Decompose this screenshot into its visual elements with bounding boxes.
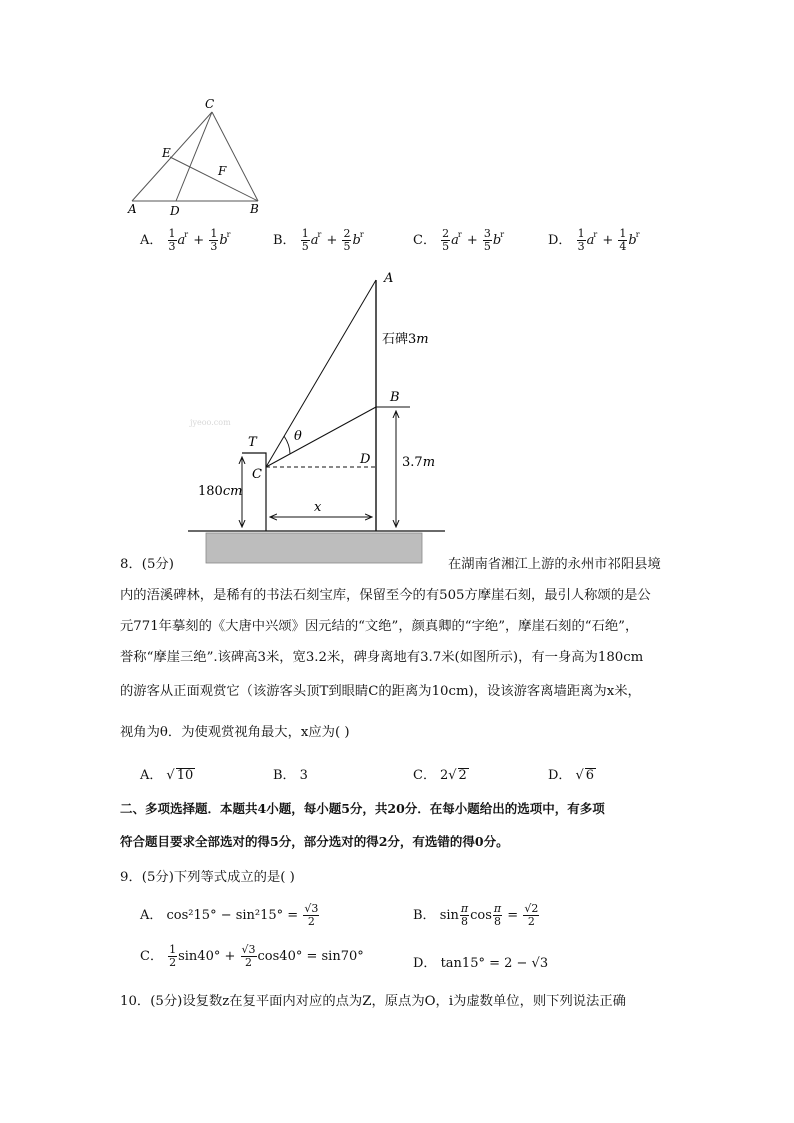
q7-option-d[interactable]: D． $\frac{1}{3}$ $a^r$ + $\frac{1}{4}$ $b^r$ (548, 227, 640, 253)
q7-option-b[interactable]: B． $\frac{1}{5}$ $a^r$ + $\frac{2}{5}$ $b^r$ (273, 227, 364, 253)
stele-figure (180, 265, 460, 570)
stele-label-theta: θ (294, 429, 302, 444)
stele-label-t: T (248, 435, 257, 450)
q8-option-b[interactable]: B． 3 (273, 768, 308, 783)
triangle-label-c: C (205, 97, 215, 111)
q9-option-b[interactable]: B． sin $\frac{\pi}{8}$ cos $\frac{\pi}{8}$ = $\frac{√2}{2}$ (413, 902, 539, 928)
stele-label-x: x (314, 500, 322, 515)
person-height-label: 180cm (198, 484, 243, 499)
triangle-label-b: B (250, 202, 259, 216)
q8-line6: 视角为θ．为使观赏视角最大，x应为( ) (120, 725, 350, 740)
q8-prefix: 8．(5分) (120, 557, 174, 572)
q8-line2: 内的浯溪碑林，是稀有的书法石刻宝库，保留至今的有505方摩崖石刻，最引人称颂的是公 (120, 588, 651, 603)
q8-option-c[interactable]: C． 2√ 2 (413, 768, 467, 783)
triangle-label-a: A (128, 202, 137, 216)
triangle-label-e: E (162, 146, 171, 160)
section2-line1: 二、多项选择题．本题共4小题，每小题5分，共20分．在每小题给出的选项中，有多项 (120, 801, 605, 816)
person-outline (242, 453, 266, 531)
q9-option-c[interactable]: C． $\frac{1}{2}$ sin40° + $\frac{√3}{2}$ cos40° = sin70° (140, 943, 364, 969)
stele-label-c: C (252, 467, 262, 482)
q9-option-a[interactable]: A． cos²15° − sin²15° = $\frac{√3}{2}$ (140, 902, 319, 928)
q7-option-c[interactable]: C． $\frac{2}{5}$ $a^r$ + $\frac{3}{5}$ $b^r$ (413, 227, 505, 253)
q8-line1: 在湖南省湘江上游的永州市祁阳县境 (448, 557, 661, 572)
q7-option-a[interactable]: A． $\frac{1}{3}$ $a^r$ + $\frac{1}{3}$ $b^r$ (140, 227, 231, 253)
q8-option-d[interactable]: D． √ 6 (548, 768, 595, 783)
q9-option-d[interactable]: D． tan15° = 2 − √3 (413, 956, 549, 971)
section2-line2: 符合题目要求全部选对的得5分，部分选对的得2分，有选错的得0分。 (120, 834, 509, 849)
stele-label-d: D (360, 452, 371, 467)
wall-height-label: 3.7m (402, 455, 436, 470)
q10-stem: 10．(5分)设复数z在复平面内对应的点为Z，原点为O，i为虚数单位，则下列说法正确 (120, 994, 626, 1009)
stele-label-a: A (384, 271, 394, 286)
q9-stem: 9．(5分)下列等式成立的是( ) (120, 870, 295, 885)
triangle-label-f: F (218, 164, 227, 178)
q8-line3: 元771年摹刻的《大唐中兴颂》因元结的“文绝”，颜真卿的“字绝”，摩崖石刻的“石绝”， (120, 619, 639, 634)
q8-option-a[interactable]: A． √ 10 (140, 768, 194, 783)
watermark: jyeoo.com (190, 418, 231, 427)
q8-line4: 誉称“摩崖三绝”.该碑高3米，宽3.2米，碑身离地有3.7米(如图所示)，有一身高为180cm (120, 650, 644, 665)
ground-block (206, 533, 422, 563)
q8-line5: 的游客从正面观赏它（该游客头顶T到眼睛C的距离为10cm)，设该游客离墙距离为x米， (120, 684, 641, 699)
stele-label-b: B (390, 390, 400, 405)
stele-height-label: 石碑3m (382, 332, 429, 347)
triangle-label-d: D (170, 204, 180, 218)
triangle-figure (120, 95, 280, 220)
